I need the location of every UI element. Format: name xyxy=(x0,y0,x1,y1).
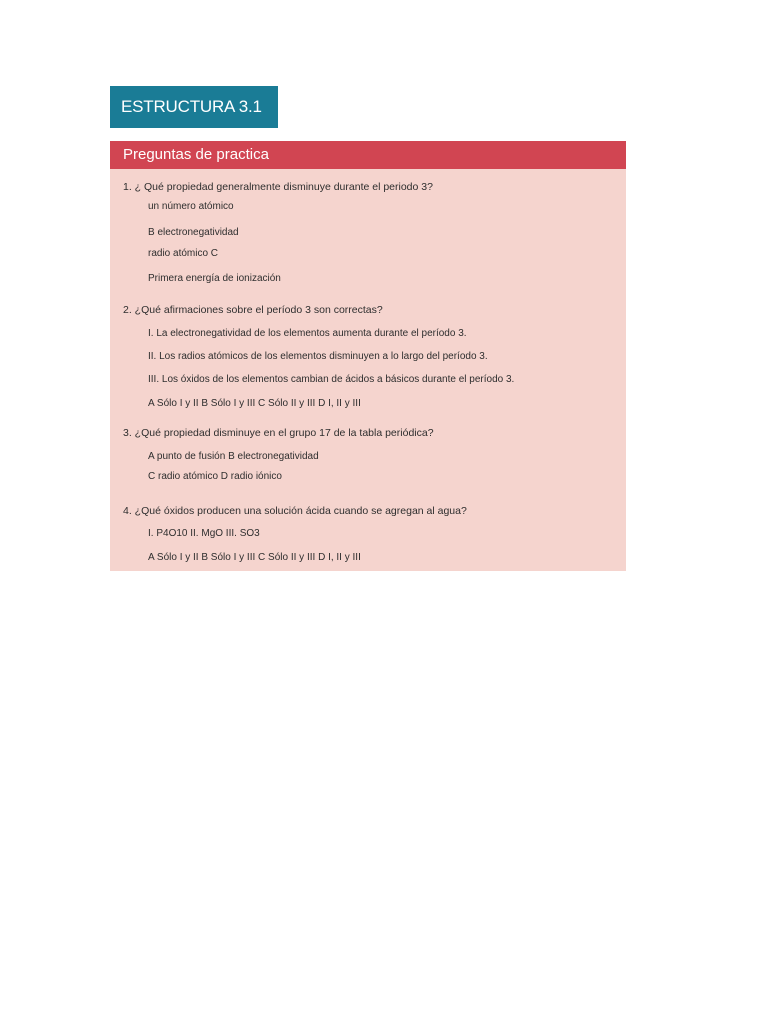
question-3-text: 3. ¿Qué propiedad disminuye en el grupo 17 de la tabla periódica? xyxy=(123,427,434,439)
question-1-option-2: B electronegatividad xyxy=(148,227,239,238)
question-2-statement-1: I. La electronegatividad de los elementos aumenta durante el período 3. xyxy=(148,328,467,339)
practice-questions-box xyxy=(110,141,626,571)
question-2-text: 2. ¿Qué afirmaciones sobre el período 3 son correctas? xyxy=(123,304,383,316)
question-4-statements: I. P4O10 II. MgO III. SO3 xyxy=(148,528,260,539)
question-2-statement-3: III. Los óxidos de los elementos cambian de ácidos a básicos durante el período 3. xyxy=(148,374,515,385)
question-1-option-1: un número atómico xyxy=(148,201,234,212)
question-4-text: 4. ¿Qué óxidos producen una solución ácida cuando se agregan al agua? xyxy=(123,505,467,517)
question-4-answers: A Sólo I y II B Sólo I y III C Sólo II y III D I, II y III xyxy=(148,552,361,563)
practice-header: Preguntas de practica xyxy=(110,141,626,169)
question-3-answers-2: C radio atómico D radio iónico xyxy=(148,471,282,482)
question-2-answers: A Sólo I y II B Sólo I y III C Sólo II y III D I, II y III xyxy=(148,398,361,409)
question-1-option-4: Primera energía de ionización xyxy=(148,273,281,284)
question-3-answers-1: A punto de fusión B electronegatividad xyxy=(148,451,319,462)
section-tag: ESTRUCTURA 3.1 xyxy=(110,86,278,128)
question-1-text: 1. ¿ Qué propiedad generalmente disminuye durante el periodo 3? xyxy=(123,181,433,193)
question-1-option-3: radio atómico C xyxy=(148,248,219,259)
question-2-statement-2: II. Los radios atómicos de los elementos disminuyen a lo largo del período 3. xyxy=(148,351,488,362)
